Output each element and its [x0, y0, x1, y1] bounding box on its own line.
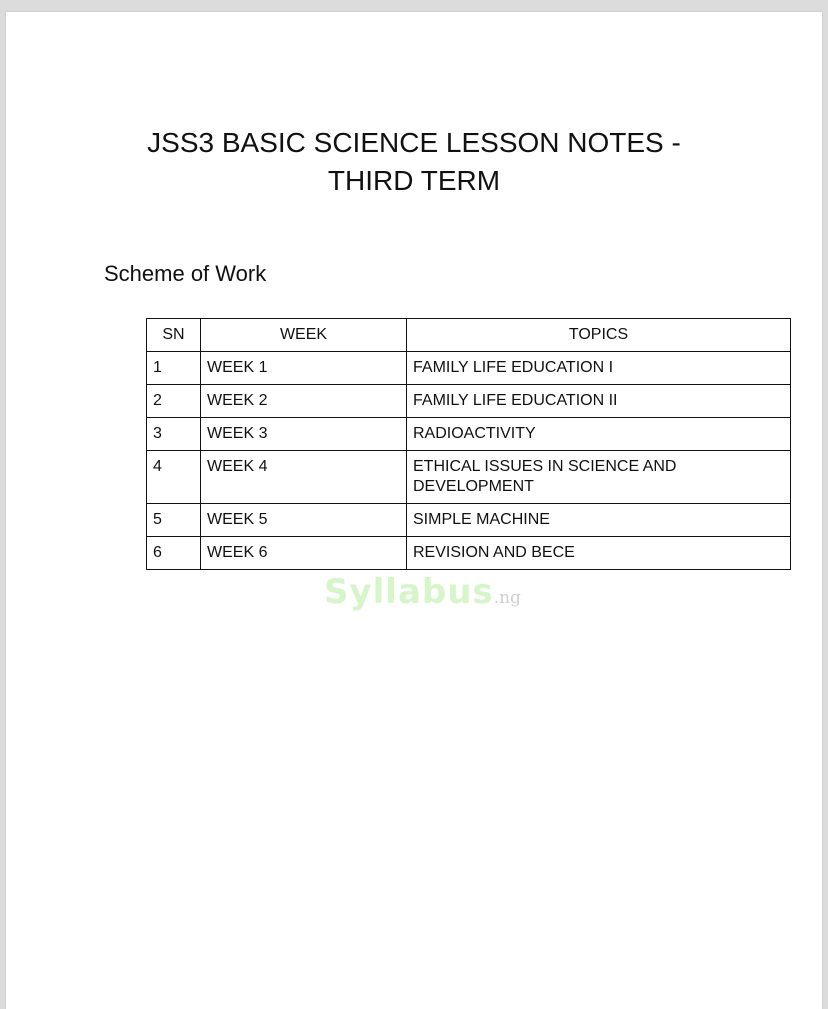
- page-title-line-2: THIRD TERM: [327, 165, 501, 196]
- table-row: [147, 504, 791, 537]
- cell-week: WEEK 4: [201, 451, 407, 504]
- cell-week: WEEK 6: [201, 537, 407, 570]
- cell-sn: 6: [147, 537, 201, 570]
- cell-week: WEEK 3: [201, 418, 407, 451]
- cell-week: WEEK 5: [201, 504, 407, 537]
- scheme-of-work-table: [146, 318, 791, 570]
- cell-week: WEEK 1: [201, 352, 407, 385]
- column-header-topics: TOPICS: [407, 319, 791, 352]
- table-row: [147, 418, 791, 451]
- cell-topic: ETHICAL ISSUES IN SCIENCE AND DEVELOPMENT: [407, 451, 791, 504]
- cell-week: WEEK 2: [201, 385, 407, 418]
- table-row: [147, 385, 791, 418]
- table-header-row: [147, 319, 791, 352]
- table-row: [147, 451, 791, 504]
- page-title-line-1: JSS3 BASIC SCIENCE LESSON NOTES -: [147, 127, 681, 158]
- cell-topic: SIMPLE MACHINE: [407, 504, 791, 537]
- page-title: [6, 124, 822, 200]
- column-header-week: WEEK: [201, 319, 407, 352]
- cell-sn: 4: [147, 451, 201, 504]
- table-row: [147, 352, 791, 385]
- cell-topic: FAMILY LIFE EDUCATION I: [407, 352, 791, 385]
- cell-sn: 2: [147, 385, 201, 418]
- cell-topic: REVISION AND BECE: [407, 537, 791, 570]
- syllabus-watermark: [324, 572, 521, 612]
- cell-sn: 3: [147, 418, 201, 451]
- table-row: [147, 537, 791, 570]
- column-header-sn: SN: [147, 319, 201, 352]
- document-page: [6, 12, 822, 1009]
- cell-sn: 1: [147, 352, 201, 385]
- cell-topic: RADIOACTIVITY: [407, 418, 791, 451]
- cell-topic: FAMILY LIFE EDUCATION II: [407, 385, 791, 418]
- watermark-brand: Syllabus: [324, 572, 494, 612]
- watermark-suffix: .ng: [493, 588, 521, 608]
- cell-sn: 5: [147, 504, 201, 537]
- section-heading: Scheme of Work: [104, 261, 267, 286]
